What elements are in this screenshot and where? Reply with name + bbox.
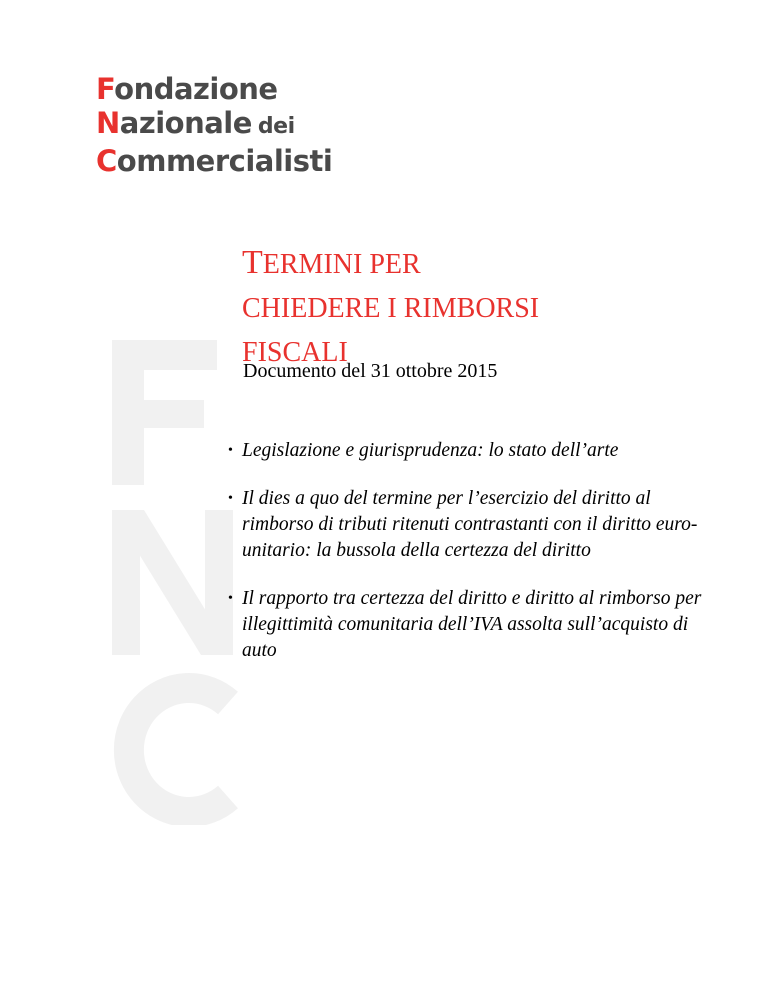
title-line-1-text: ERMINI PER [262,249,421,280]
topic-list [228,438,708,686]
logo-initial-n: N [96,106,120,140]
watermark-letter-n [112,510,233,655]
list-item-text: Il rapporto tra certezza del diritto e diritto al rimborso per illegittimità comunitaria dell’IVA assolta sull’acquisto di auto [242,588,702,661]
list-item [228,586,708,664]
watermark-letter-c [129,688,228,812]
logo-word-dei: dei [257,114,295,139]
fnc-watermark-graphic [100,335,245,825]
title-line-3: FISCALI [242,337,348,368]
watermark-letter-f [112,340,217,485]
logo-initial-c: C [96,144,117,178]
logo-initial-f: F [96,72,115,106]
document-date: Documento del 31 ottobre 2015 [243,360,498,382]
logo-line-3 [96,144,332,178]
list-item [228,486,708,564]
bullet-icon: • [228,591,233,606]
bullet-icon: • [228,443,233,458]
title-initial: T [242,244,263,281]
logo-line-1 [96,72,332,106]
document-title [242,240,539,375]
logo-word-commercialisti: ommercialisti [116,144,333,178]
bullet-icon: • [228,491,233,506]
fnc-watermark [100,335,245,825]
foundation-logo [96,72,332,178]
list-item-text: Il dies a quo del termine per l’esercizio del diritto al rimborso di tributi ritenuti contrastanti con il diritto euro-unitario: la bussola della certezza del diritto [242,488,698,561]
logo-line-2 [96,106,332,144]
list-item [228,438,708,464]
logo-word-nazionale: azionale [119,106,252,140]
title-line-2: CHIEDERE I RIMBORSI [242,293,540,324]
logo-word-fondazione: ondazione [114,72,278,106]
list-item-text: Legislazione e giurisprudenza: lo stato dell’arte [242,440,619,461]
title-line-1 [242,240,539,287]
